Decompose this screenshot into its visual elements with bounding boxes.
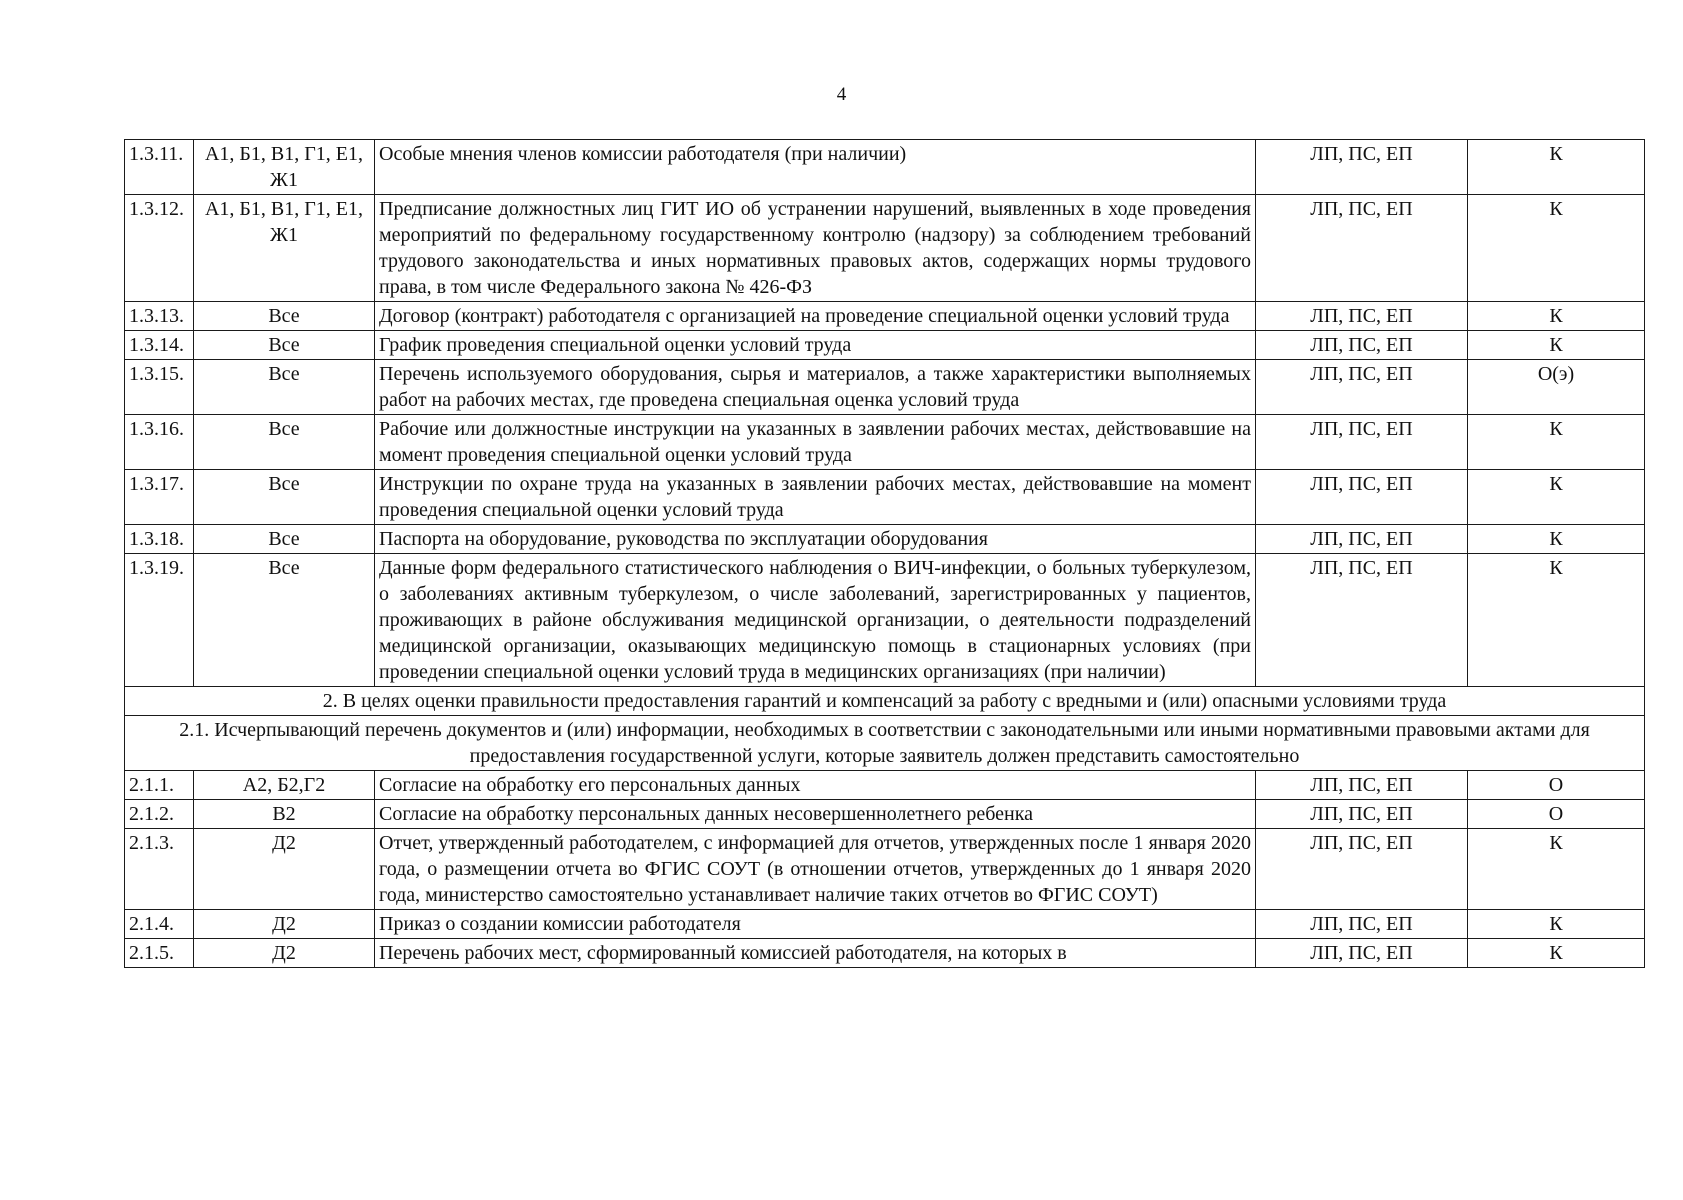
document-type: К [1468,939,1645,968]
document-description: Особые мнения членов комиссии работодателя (при наличии) [375,140,1256,195]
table-row [125,140,1645,195]
document-description: График проведения специальной оценки условий труда [375,331,1256,360]
document-type: К [1468,470,1645,525]
table-row [125,360,1645,415]
document-type: О [1468,771,1645,800]
row-number: 1.3.15. [125,360,194,415]
document-type: К [1468,910,1645,939]
document-description: Приказ о создании комиссии работодателя [375,910,1256,939]
table-row [125,910,1645,939]
document-type: К [1468,525,1645,554]
submission-form: ЛП, ПС, ЕП [1256,939,1468,968]
document-type: К [1468,302,1645,331]
row-number: 1.3.17. [125,470,194,525]
submission-form: ЛП, ПС, ЕП [1256,302,1468,331]
applicant-category: В2 [194,800,375,829]
row-number: 1.3.16. [125,415,194,470]
row-number: 1.3.12. [125,195,194,302]
document-type: К [1468,554,1645,687]
table-row [125,331,1645,360]
row-number: 1.3.11. [125,140,194,195]
row-number: 2.1.5. [125,939,194,968]
table-row [125,554,1645,687]
document-description: Перечень рабочих мест, сформированный комиссией работодателя, на которых в [375,939,1256,968]
document-type: К [1468,829,1645,910]
applicant-category: А2, Б2,Г2 [194,771,375,800]
table-row [125,525,1645,554]
documents-table [124,139,1645,968]
row-number: 2.1.2. [125,800,194,829]
applicant-category: Все [194,525,375,554]
row-number: 2.1.4. [125,910,194,939]
section-2-heading-block [125,687,1645,771]
applicant-category: Все [194,415,375,470]
submission-form: ЛП, ПС, ЕП [1256,910,1468,939]
page-number: 4 [836,84,847,105]
applicant-category: А1, Б1, В1, Г1, Е1, Ж1 [194,140,375,195]
submission-form: ЛП, ПС, ЕП [1256,415,1468,470]
applicant-category: Все [194,470,375,525]
section-heading-row [125,687,1645,716]
applicant-category: Все [194,302,375,331]
applicant-category: Д2 [194,829,375,910]
submission-form: ЛП, ПС, ЕП [1256,331,1468,360]
row-number: 2.1.1. [125,771,194,800]
submission-form: ЛП, ПС, ЕП [1256,140,1468,195]
table-row [125,415,1645,470]
submission-form: ЛП, ПС, ЕП [1256,771,1468,800]
document-description: Договор (контракт) работодателя с организацией на проведение специальной оценки условий труда [375,302,1256,331]
table-row [125,771,1645,800]
document-description: Инструкции по охране труда на указанных в заявлении рабочих местах, действовавшие на момент проведения специальной оценки условий труда [375,470,1256,525]
document-description: Рабочие или должностные инструкции на указанных в заявлении рабочих местах, действовавшие на момент проведения специальной оценки условий труда [375,415,1256,470]
applicant-category: Д2 [194,910,375,939]
document-type: К [1468,195,1645,302]
table-row [125,800,1645,829]
applicant-category: Д2 [194,939,375,968]
document-description: Согласие на обработку его персональных данных [375,771,1256,800]
document-description: Перечень используемого оборудования, сырья и материалов, а также характеристики выполняемых работ на рабочих местах, где проведена специальная оценка условий труда [375,360,1256,415]
table-row [125,939,1645,968]
document-type: К [1468,140,1645,195]
document-description: Отчет, утвержденный работодателем, с информацией для отчетов, утвержденных после 1 января 2020 года, о размещении отчета во ФГИС СОУТ (в отношении отчетов, утвержденных до 1 января 2020 года, министерство самостоятельно устанавливает наличие таких отчетов во ФГИС СОУТ) [375,829,1256,910]
table-row [125,829,1645,910]
section-2-1-heading: 2.1. Исчерпывающий перечень документов и (или) информации, необходимых в соответствии с законодательными или иными нормативными правовыми актами для предоставления государственной услуги, которые заявитель должен представить самостоятельно [125,716,1645,771]
row-number: 1.3.19. [125,554,194,687]
document-description: Данные форм федерального статистического наблюдения о ВИЧ-инфекции, о больных туберкулезом, о заболеваниях активным туберкулезом, о числе заболеваний, зарегистрированных у пациентов, проживающих в районе обслуживания медицинской организации, о деятельности подразделений медицинской организации, оказывающих медицинскую помощь в стационарных условиях (при проведении специальной оценки условий труда в медицинских организациях (при наличии) [375,554,1256,687]
document-description: Предписание должностных лиц ГИТ ИО об устранении нарушений, выявленных в ходе проведения мероприятий по федеральному государственному контролю (надзору) за соблюдением требований трудового законодательства и иных нормативных правовых актов, содержащих нормы трудового права, в том числе Федерального закона № 426-ФЗ [375,195,1256,302]
submission-form: ЛП, ПС, ЕП [1256,554,1468,687]
table-row [125,195,1645,302]
submission-form: ЛП, ПС, ЕП [1256,195,1468,302]
document-description: Согласие на обработку персональных данных несовершеннолетнего ребенка [375,800,1256,829]
table-body-part2 [125,771,1645,968]
submission-form: ЛП, ПС, ЕП [1256,800,1468,829]
applicant-category: Все [194,331,375,360]
applicant-category: Все [194,554,375,687]
applicant-category: Все [194,360,375,415]
applicant-category: А1, Б1, В1, Г1, Е1, Ж1 [194,195,375,302]
document-type: О(э) [1468,360,1645,415]
row-number: 1.3.14. [125,331,194,360]
section-heading-row [125,716,1645,771]
table-body-part1 [125,140,1645,687]
document-type: К [1468,331,1645,360]
row-number: 2.1.3. [125,829,194,910]
document-description: Паспорта на оборудование, руководства по эксплуатации оборудования [375,525,1256,554]
row-number: 1.3.18. [125,525,194,554]
submission-form: ЛП, ПС, ЕП [1256,829,1468,910]
row-number: 1.3.13. [125,302,194,331]
document-type: К [1468,415,1645,470]
table-row [125,470,1645,525]
submission-form: ЛП, ПС, ЕП [1256,470,1468,525]
section-2-heading: 2. В целях оценки правильности предоставления гарантий и компенсаций за работу с вредными и (или) опасными условиями труда [125,687,1645,716]
document-type: О [1468,800,1645,829]
submission-form: ЛП, ПС, ЕП [1256,525,1468,554]
submission-form: ЛП, ПС, ЕП [1256,360,1468,415]
table-row [125,302,1645,331]
